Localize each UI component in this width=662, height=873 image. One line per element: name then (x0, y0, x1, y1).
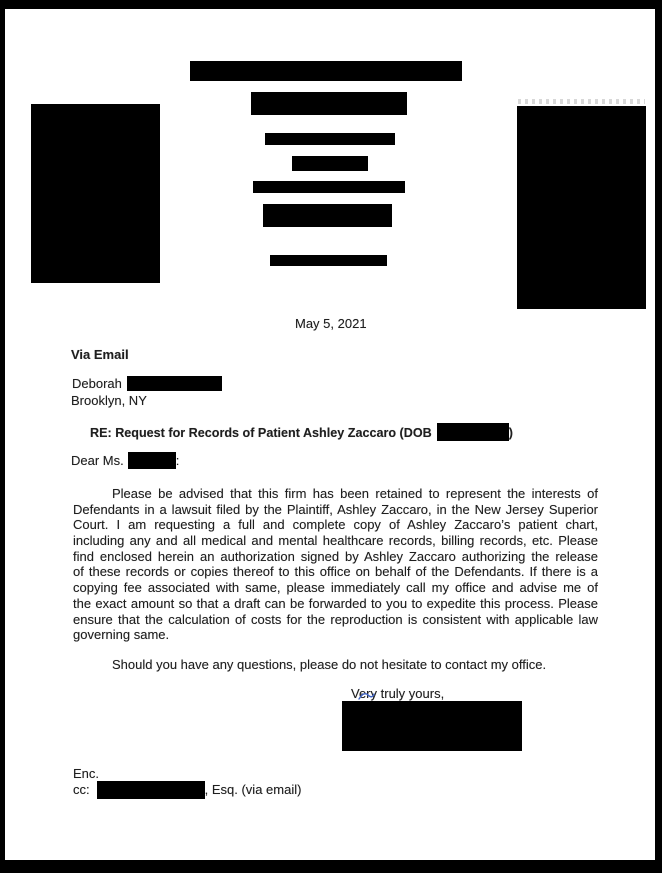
body-line: Court. I am requesting a full and complete copy of Ashley Zaccaro’s patient chart, (73, 517, 598, 533)
scan-border-bottom (0, 860, 662, 873)
letterhead-redaction-4 (292, 156, 368, 171)
salutation-name-redaction (128, 452, 176, 469)
delivery-method-label: Via Email (71, 347, 129, 362)
body-line: including any and all medical and mental healthcare records, billing records, etc. Please (73, 533, 598, 549)
cc-prefix: cc: (73, 782, 90, 797)
salutation-prefix: Dear Ms. (71, 453, 124, 468)
letterhead-redaction-2 (251, 92, 407, 115)
cc-line (73, 781, 301, 799)
body-line: Please be advised that this firm has been retained to represent the interests of (112, 486, 598, 501)
salutation-line (71, 452, 179, 469)
body-line: the exact amount so that a draft can be forwarded to you to expedite this process. Please (73, 595, 598, 611)
cc-suffix: , Esq. (via email) (204, 782, 302, 797)
recipient-name-line (72, 376, 222, 392)
valediction: Very truly yours, (351, 686, 445, 701)
body-line: find enclosed herein an authorization signed by Ashley Zaccaro authorizing the release (73, 548, 598, 564)
dob-redaction (437, 423, 509, 441)
scan-border-right (655, 0, 662, 873)
closing-line: Should you have any questions, please do not hesitate to contact my office. (112, 657, 547, 672)
right-logo-redaction-block (517, 106, 646, 309)
letterhead-redaction-6 (263, 204, 392, 227)
recipient-name-redaction (127, 376, 222, 391)
letterhead-redaction-3 (265, 133, 395, 145)
body-line: copying fee associated with same, please immediately call my office and advise me of (73, 580, 598, 596)
date-text: May 5, 2021 (295, 316, 367, 331)
recipient-city: Brooklyn, NY (71, 393, 147, 408)
letterhead-redaction-7 (270, 255, 387, 266)
body-line: governing same. (73, 627, 170, 643)
bleed-through-marks (518, 99, 645, 104)
subject-prefix: RE: Request for Records of Patient Ashley Zaccaro (DOB (90, 426, 432, 440)
subject-line (90, 423, 513, 441)
signature-redaction-block (342, 701, 522, 751)
scan-border-left (0, 0, 5, 873)
scan-border-top (0, 0, 662, 9)
body-paragraph (73, 486, 598, 643)
salutation-suffix: : (175, 453, 180, 468)
recipient-name-text: Deborah (72, 376, 122, 391)
left-logo-redaction-block (31, 104, 160, 283)
enclosure-note: Enc. (73, 766, 100, 781)
letterhead-redaction-1 (190, 61, 462, 81)
body-line: Defendants in a lawsuit filed by the Plaintiff, Ashley Zaccaro, in the New Jersey Superior (73, 501, 598, 517)
subject-suffix: ) (508, 426, 513, 440)
body-line: ensure that the calculation of costs for the reproduction is consistent with applicable law (73, 611, 598, 627)
blue-pen-mark (358, 691, 376, 701)
cc-name-redaction (97, 781, 205, 799)
body-line: of these records or copies thereof to this office on behalf of the Defendants. If there is a (73, 564, 598, 580)
letterhead-redaction-5 (253, 181, 405, 193)
